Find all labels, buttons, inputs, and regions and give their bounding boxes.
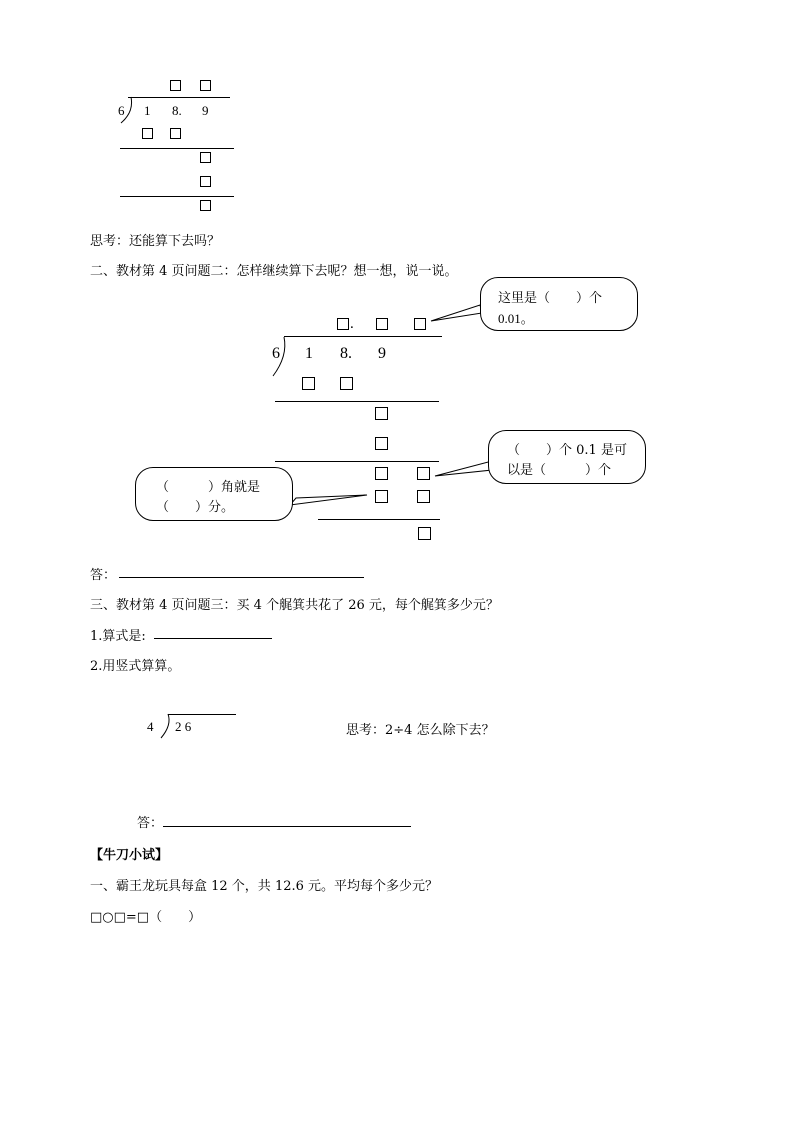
work-box — [375, 467, 388, 480]
think-question-1: 思考：还能算下去吗？ — [90, 234, 221, 249]
work-box — [417, 467, 430, 480]
dividend-digit: 1 — [305, 345, 313, 362]
item-1-label: 1.算式是: — [90, 629, 146, 644]
work-box — [170, 128, 181, 139]
item-2-label: 2.用竖式算算。 — [90, 659, 181, 674]
work-box — [375, 407, 388, 420]
practice-question-1: 一、霸王龙玩具每盒 12 个，共 12.6 元。平均每个多少元？ — [90, 879, 439, 894]
dividend-digit: 9 — [202, 103, 209, 118]
bubble-text: 以是（ ）个 — [507, 463, 612, 478]
divisor: 4 — [147, 719, 154, 734]
bubble-text: （ ）分。 — [156, 500, 235, 515]
divisor: 6 — [118, 103, 125, 118]
dividend: 2 6 — [175, 719, 192, 734]
bubble-text: 0.01。 — [498, 311, 534, 326]
dividend-digit: 8. — [172, 103, 182, 118]
work-box — [418, 527, 431, 540]
bubble-text: （ ）角就是 — [156, 480, 261, 495]
work-box — [417, 490, 430, 503]
think-question-3: 思考：2÷4 怎么除下去？ — [346, 723, 495, 738]
quotient-box — [376, 318, 388, 330]
practice-title: 【牛刀小试】 — [90, 848, 169, 863]
answer-line-3[interactable] — [163, 826, 411, 827]
work-box — [302, 377, 315, 390]
work-box — [200, 152, 211, 163]
work-box — [142, 128, 153, 139]
section-3-title: 三、教材第 4 页问题三：买 4 个艉箕共花了 26 元，每个艉箕多少元？ — [90, 598, 499, 613]
work-box — [375, 437, 388, 450]
bubble-text: 这里是（ ）个 — [498, 291, 603, 306]
bubble-text: （ ）个 0.1 是可 — [507, 443, 627, 458]
dividend-digit: 8. — [340, 345, 352, 362]
practice-formula: □○□=□（ ） — [90, 910, 202, 925]
section-2-title: 二、教材第 4 页问题二：怎样继续算下去呢？想一想，说一说。 — [90, 264, 458, 279]
answer-label-2: 答： — [90, 568, 117, 583]
answer-line-2[interactable] — [119, 577, 364, 578]
speech-bubble-left — [135, 467, 293, 521]
work-box — [200, 176, 211, 187]
work-box — [375, 490, 388, 503]
quotient-box — [337, 318, 349, 330]
speech-bubble-top — [480, 277, 638, 331]
quotient-box — [414, 318, 426, 330]
answer-label-3: 答： — [137, 816, 164, 831]
dividend-digit: 9 — [378, 345, 386, 362]
dividend-digit: 1 — [144, 103, 151, 118]
decimal-point: . — [350, 316, 354, 332]
speech-bubble-right — [488, 430, 646, 484]
divisor: 6 — [272, 345, 280, 362]
formula-line[interactable] — [154, 638, 272, 639]
work-box — [200, 200, 211, 211]
work-box — [340, 377, 353, 390]
